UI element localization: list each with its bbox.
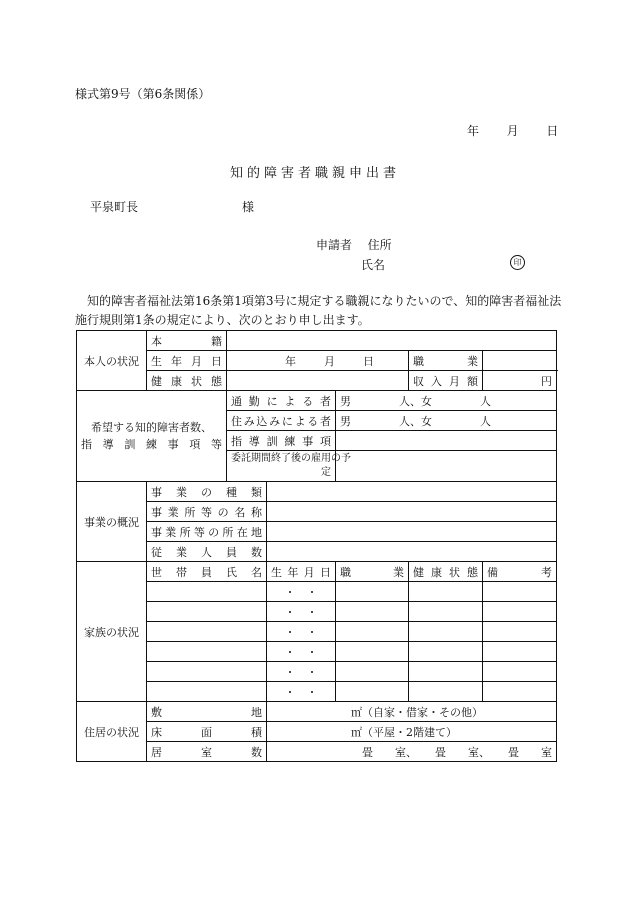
addressee-name: 平泉町長 [90,200,139,214]
birth-day-label: 日 [363,354,374,368]
family-notes-cell[interactable] [483,662,557,682]
family-health-cell[interactable] [409,682,483,702]
family-name-cell[interactable] [147,642,267,662]
business-name-field[interactable] [267,502,557,522]
health-label: 健康状態 [147,371,227,391]
family-occupation-cell[interactable] [336,642,409,662]
business-name-label: 事業所等の名称 [147,502,267,522]
addressee [90,198,255,215]
birth-year-label: 年 [285,354,296,368]
applicant-address-line [316,236,392,253]
business-location-field[interactable] [267,522,557,542]
table-row [77,602,557,622]
room-unit-1: 畳 室、 [362,745,418,759]
birthdate-label: 生年月日 [147,351,227,371]
employees-label: 従業人員数 [147,542,267,562]
family-health-cell[interactable] [409,582,483,602]
applicant-name-label: 氏名 [361,258,386,272]
family-notes-cell[interactable] [483,602,557,622]
business-type-field[interactable] [267,482,557,502]
family-name-cell[interactable] [147,682,267,702]
family-occupation-cell[interactable] [336,582,409,602]
form-number: 様式第9号（第6条関係） [75,87,211,101]
category-housing: 住居の状況 [77,702,147,762]
applicant-label: 申請者 [316,238,353,252]
room-unit-2: 畳 室、 [435,745,491,759]
family-birthdate-cell[interactable]: ・ ・ [267,622,336,642]
table-row [77,391,557,411]
family-header-occupation: 職 業 [336,562,409,582]
rooms-field[interactable] [267,742,557,762]
table-row [77,371,557,391]
family-health-cell[interactable] [409,602,483,622]
business-location-label: 事業所等の所在地 [147,522,267,542]
family-birthdate-cell[interactable]: ・ ・ [267,582,336,602]
birthdate-field[interactable] [227,351,409,371]
domicile-field[interactable] [227,331,557,351]
family-occupation-cell[interactable] [336,682,409,702]
family-name-cell[interactable] [147,582,267,602]
person-female-label: 人、女 [399,394,432,408]
table-row [77,582,557,602]
floor-area-field[interactable]: ㎡（平屋・2階建て） [267,722,557,742]
family-header-health: 健康状態 [409,562,483,582]
family-health-cell[interactable] [409,642,483,662]
occupation-label: 職 業 [409,351,483,371]
commuting-label: 通勤による者 [227,391,336,411]
occupation-field[interactable] [483,351,557,371]
live-in-field[interactable] [336,411,557,431]
floor-area-label: 床面積 [147,722,267,742]
statement-paragraph: 知的障害者福祉法第16条第1項第3号に規定する職親になりたいので、知的障害者福祉法施行規則第1条の規定により、次のとおり申し出ます。 [75,294,562,327]
table-row [77,622,557,642]
addressee-suffix: 様 [242,200,255,214]
table-row [77,642,557,662]
table-row [77,742,557,762]
table-row [77,682,557,702]
employees-field[interactable] [267,542,557,562]
family-birthdate-cell[interactable]: ・ ・ [267,602,336,622]
address-label: 住所 [367,238,392,252]
table-row [77,351,557,371]
family-birthdate-cell[interactable]: ・ ・ [267,642,336,662]
domicile-label: 本 籍 [147,331,227,351]
table-row [77,502,557,522]
date-line [467,122,558,139]
table-row [77,562,557,582]
family-notes-cell[interactable] [483,582,557,602]
family-name-cell[interactable] [147,602,267,622]
rooms-label: 居室数 [147,742,267,762]
family-birthdate-cell[interactable]: ・ ・ [267,662,336,682]
family-header-notes: 備 考 [483,562,557,582]
site-label: 敷 地 [147,702,267,722]
person-label: 人 [480,414,491,428]
family-header-name: 世帯員氏名 [147,562,267,582]
category-desired-line1: 希望する知的障害者数、 [91,421,212,434]
income-label: 収入月額 [409,371,483,391]
live-in-label: 住み込みによる者 [227,411,336,431]
person-female-label: 人、女 [399,414,432,428]
family-notes-cell[interactable] [483,622,557,642]
site-field[interactable]: ㎡（自家・借家・その他） [267,702,557,722]
table-row [77,722,557,742]
male-label: 男 [340,394,351,408]
health-field[interactable] [227,371,409,391]
person-label: 人 [480,394,491,408]
date-day: 日 [546,124,559,138]
application-table [76,330,557,762]
document-title: 知的障害者職親申出書 [229,166,400,181]
employment-label-line2: 定 [321,467,331,478]
table-row [77,542,557,562]
category-desired [77,391,227,482]
family-notes-cell[interactable] [483,682,557,702]
employment-label [227,451,351,482]
employment-field[interactable] [336,451,557,482]
seal-mark: 印 [510,255,525,270]
family-name-cell[interactable] [147,622,267,642]
family-birthdate-cell[interactable]: ・ ・ [267,682,336,702]
family-health-cell[interactable] [409,622,483,642]
category-personal: 本人の状況 [77,331,147,391]
table-row [77,702,557,722]
family-occupation-cell[interactable] [336,602,409,622]
family-notes-cell[interactable] [483,642,557,662]
table-row [77,662,557,682]
family-health-cell[interactable] [409,662,483,682]
business-type-label: 事業の種類 [147,482,267,502]
table-row [77,331,557,351]
category-desired-line2: 指導訓練事項等 [81,438,222,451]
date-year: 年 [467,124,480,138]
commuting-field[interactable] [336,391,557,411]
family-occupation-cell[interactable] [336,622,409,642]
table-row [77,522,557,542]
male-label: 男 [340,414,351,428]
family-header-birthdate: 生年月日 [267,562,336,582]
income-field[interactable]: 円 [483,371,557,391]
family-occupation-cell[interactable] [336,662,409,682]
date-month: 月 [506,124,519,138]
room-unit-3: 畳 室 [508,745,553,759]
birth-month-label: 月 [324,354,335,368]
category-family: 家族の状況 [77,562,147,702]
training-label: 指導訓練事項 [227,431,336,451]
employment-label-line1: 委託期間終了後の雇用の予 [231,453,351,464]
table-row [77,482,557,502]
training-field[interactable] [336,431,557,451]
category-business: 事業の概況 [77,482,147,562]
family-name-cell[interactable] [147,662,267,682]
